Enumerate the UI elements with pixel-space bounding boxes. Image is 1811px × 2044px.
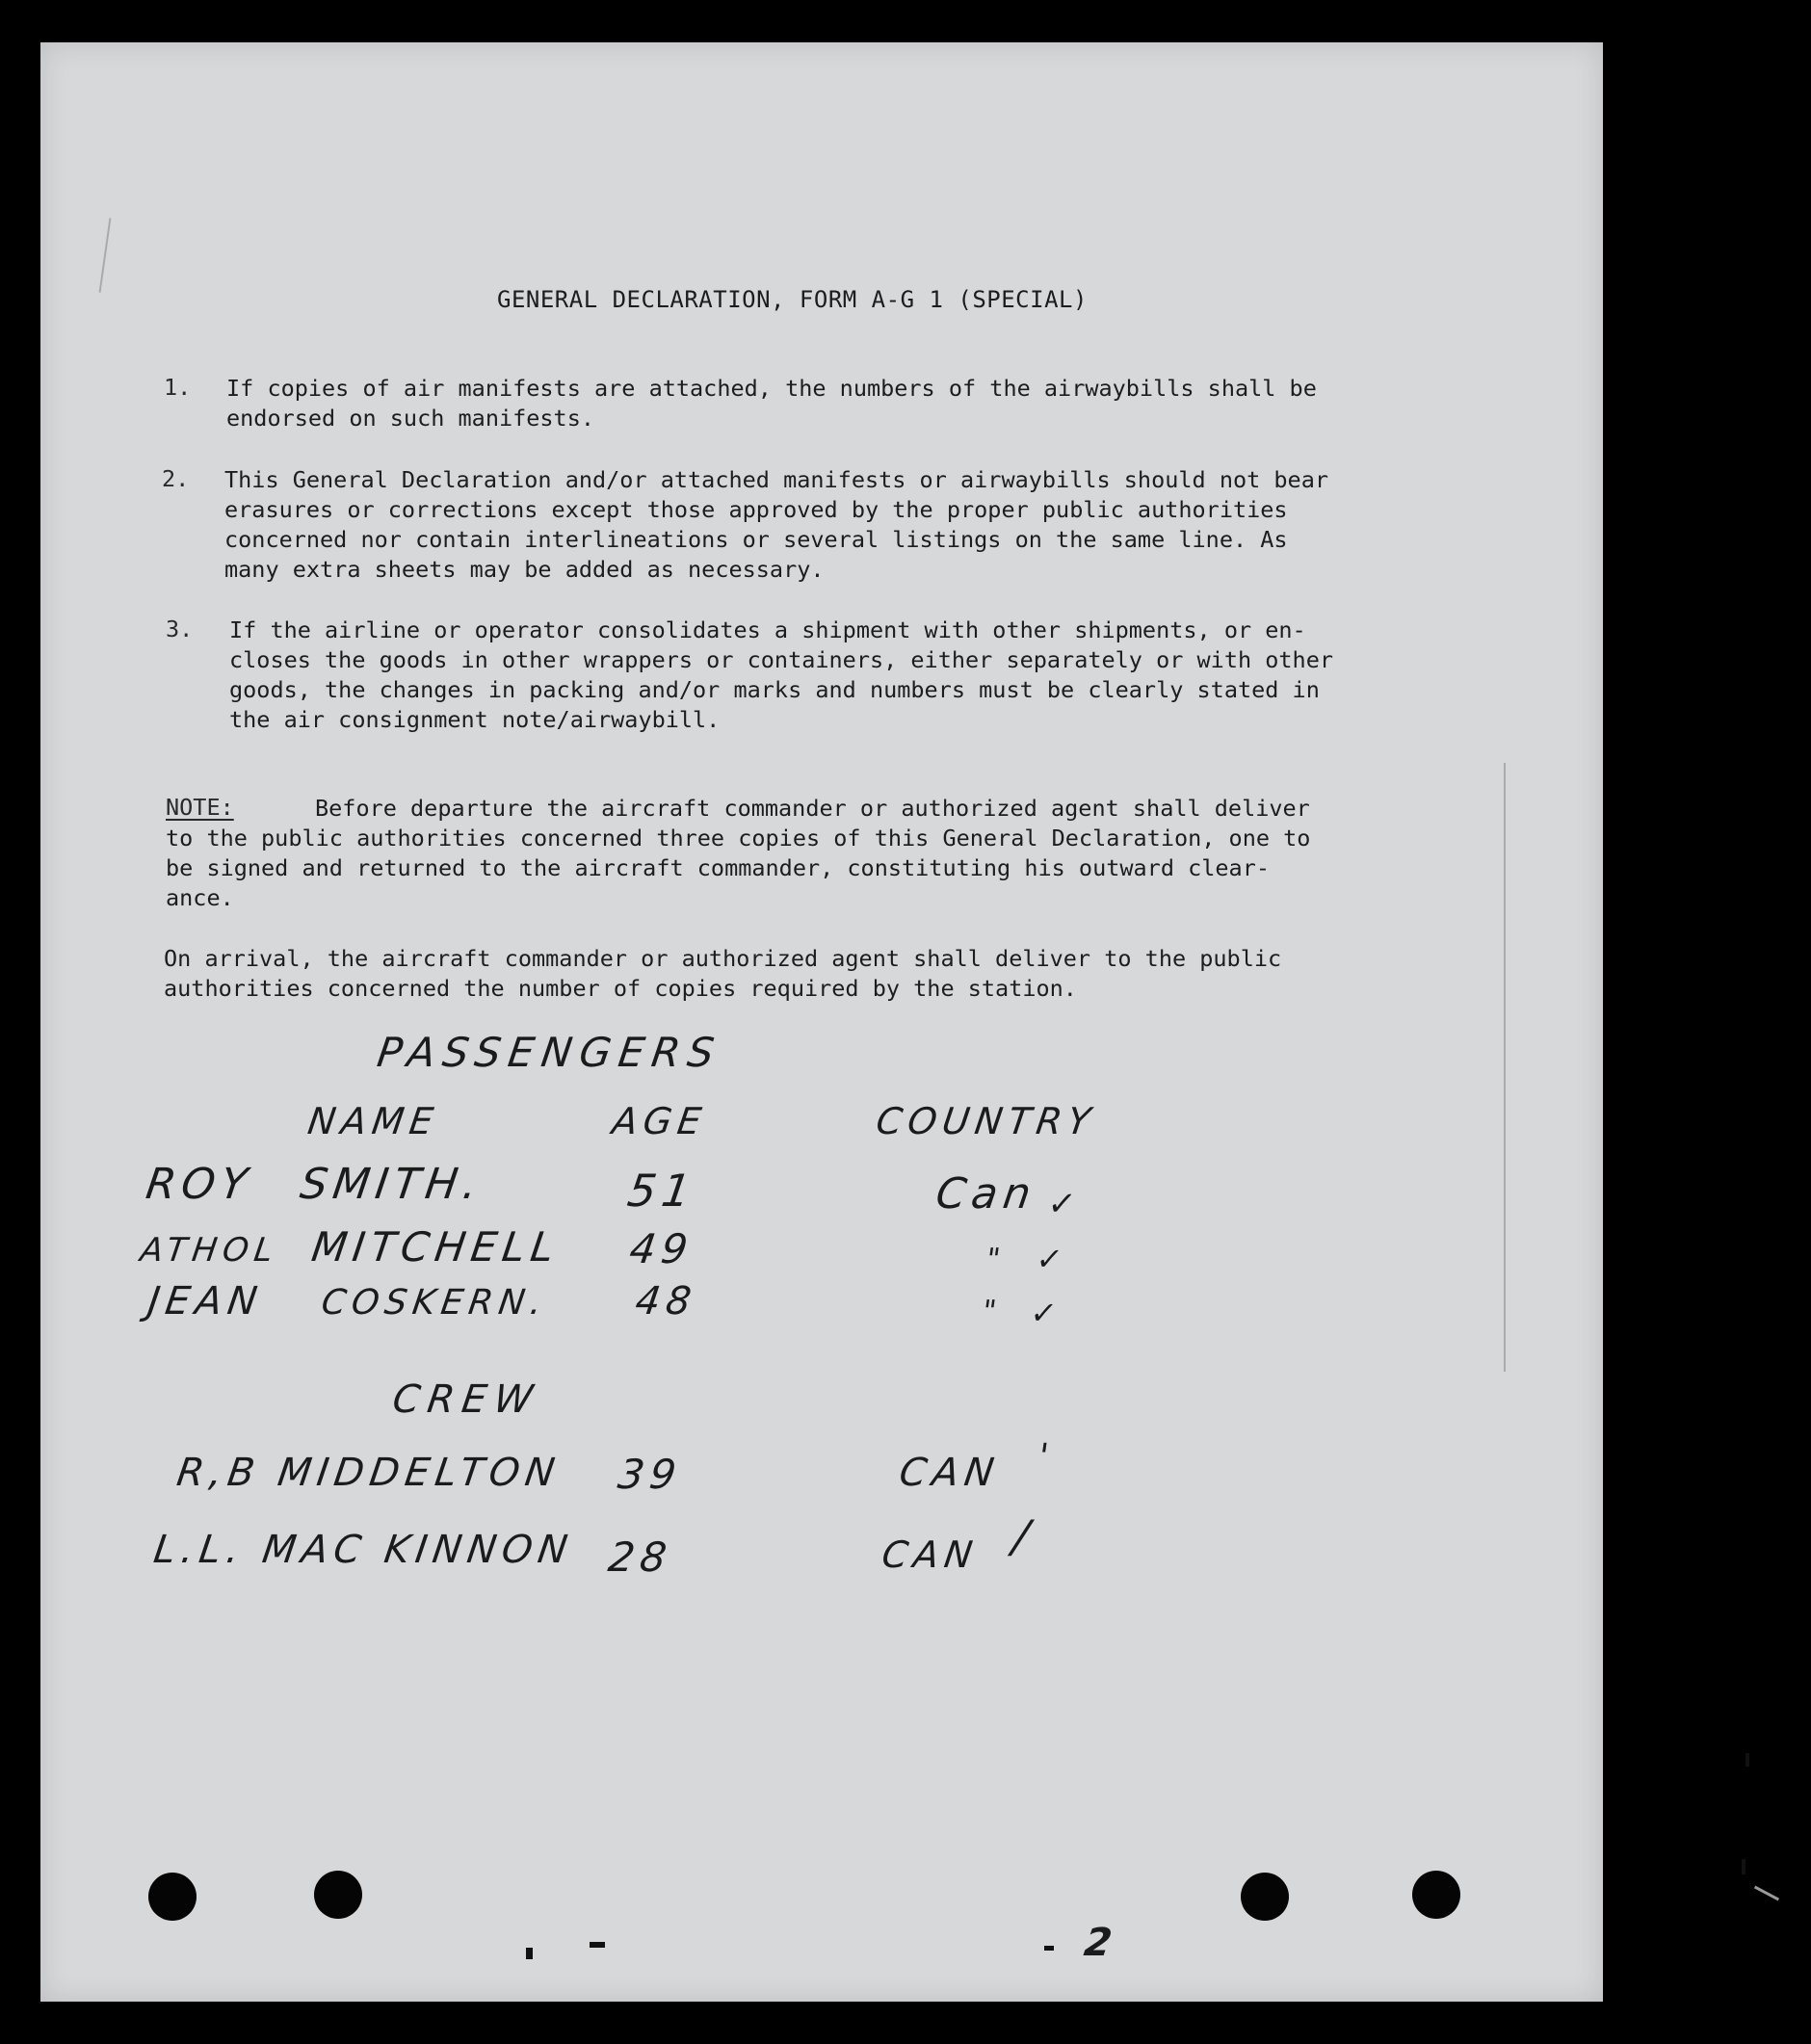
- punch-hole-2: [314, 1871, 362, 1919]
- outer-edge-mark-2: [1742, 1859, 1745, 1874]
- crew-1-check: ': [1036, 1437, 1057, 1477]
- passenger-3-first-name: JEAN: [144, 1279, 266, 1323]
- punch-hole-1: [148, 1873, 197, 1921]
- outer-edge-mark-1: [1745, 1753, 1749, 1767]
- item-3-text: If the airline or operator consolidates a shipment with other shipments, or en- closes the goods in other wrappers or containers, either separately or with other goods, the changes in packing and/or marks and numbers must be clearly stated in the air consignment note/airwaybill.: [229, 616, 1334, 733]
- item-1-text: If copies of air manifests are attached, the numbers of the airwaybills shall be endorsed on such manifests.: [226, 375, 1317, 432]
- punch-hole-4: [1412, 1871, 1460, 1919]
- passenger-1-check: ✓: [1045, 1185, 1085, 1223]
- form-title: GENERAL DECLARATION, FORM A-G 1 (SPECIAL): [497, 286, 1088, 313]
- passenger-1-last-name: SMITH.: [297, 1160, 486, 1209]
- passengers-heading: PASSENGERS: [374, 1029, 725, 1076]
- passenger-1-first-name: ROY: [143, 1160, 256, 1209]
- passenger-3-check: ✓: [1028, 1295, 1065, 1331]
- column-country-header: COUNTRY: [873, 1100, 1099, 1142]
- passenger-2-age: 49: [626, 1225, 696, 1272]
- passenger-2-country: ": [984, 1243, 1009, 1276]
- item-2-number: 2.: [162, 465, 190, 492]
- crew-heading: CREW: [389, 1377, 543, 1422]
- passenger-1-age: 51: [624, 1165, 700, 1217]
- passenger-2-first-name: ATHOL: [138, 1231, 281, 1270]
- arrival-text: On arrival, the aircraft commander or authorized agent shall deliver to the public authorities concerned the number of copies required by the station.: [164, 945, 1282, 1002]
- bottom-mark-3: [1044, 1946, 1054, 1951]
- document-page: [40, 42, 1603, 2002]
- crew-1-name: R,B MIDDELTON: [173, 1451, 564, 1495]
- crew-2-check: /: [1010, 1510, 1038, 1562]
- passenger-3-last-name: COSKERN.: [319, 1283, 550, 1323]
- crew-1-age: 39: [615, 1451, 685, 1498]
- left-edge-mark: [99, 218, 112, 293]
- note-label: NOTE:: [166, 794, 234, 821]
- crew-1-country: CAN: [896, 1451, 1003, 1495]
- bottom-mark-2: [590, 1942, 605, 1948]
- item-1-number: 1.: [164, 374, 192, 401]
- passenger-1-country: Can: [932, 1169, 1040, 1219]
- column-age-header: AGE: [609, 1100, 710, 1142]
- note-text: Before departure the aircraft commander or authorized agent shall deliver to the public authorities concerned three copies of this General Declaration, one to be signed and returned to the aircraft commander, constituting his outward clear- ance.: [166, 795, 1311, 911]
- bottom-mark-1: [526, 1948, 533, 1959]
- column-name-header: NAME: [304, 1100, 442, 1142]
- crew-2-country: CAN: [879, 1533, 982, 1576]
- item-2-text: This General Declaration and/or attached manifests or airwaybills should not bear erasures or corrections except those approved by the proper public authorities concerned nor contain interlineations or several listings on the same line. As many extra sheets may be added as necessary.: [224, 466, 1329, 583]
- passenger-2-check: ✓: [1034, 1241, 1071, 1277]
- punch-hole-3: [1241, 1873, 1289, 1921]
- crew-2-name: L.L. MAC KINNON: [150, 1528, 576, 1572]
- passenger-2-last-name: MITCHELL: [308, 1223, 563, 1271]
- item-3-number: 3.: [166, 616, 194, 642]
- right-fold-line: [1504, 763, 1506, 1372]
- crew-2-age: 28: [605, 1533, 675, 1581]
- passenger-3-age: 48: [632, 1279, 700, 1323]
- passenger-3-country: ": [980, 1295, 1005, 1328]
- outer-edge-mark-3: [1754, 1886, 1779, 1901]
- page-number: 2: [1081, 1921, 1115, 1965]
